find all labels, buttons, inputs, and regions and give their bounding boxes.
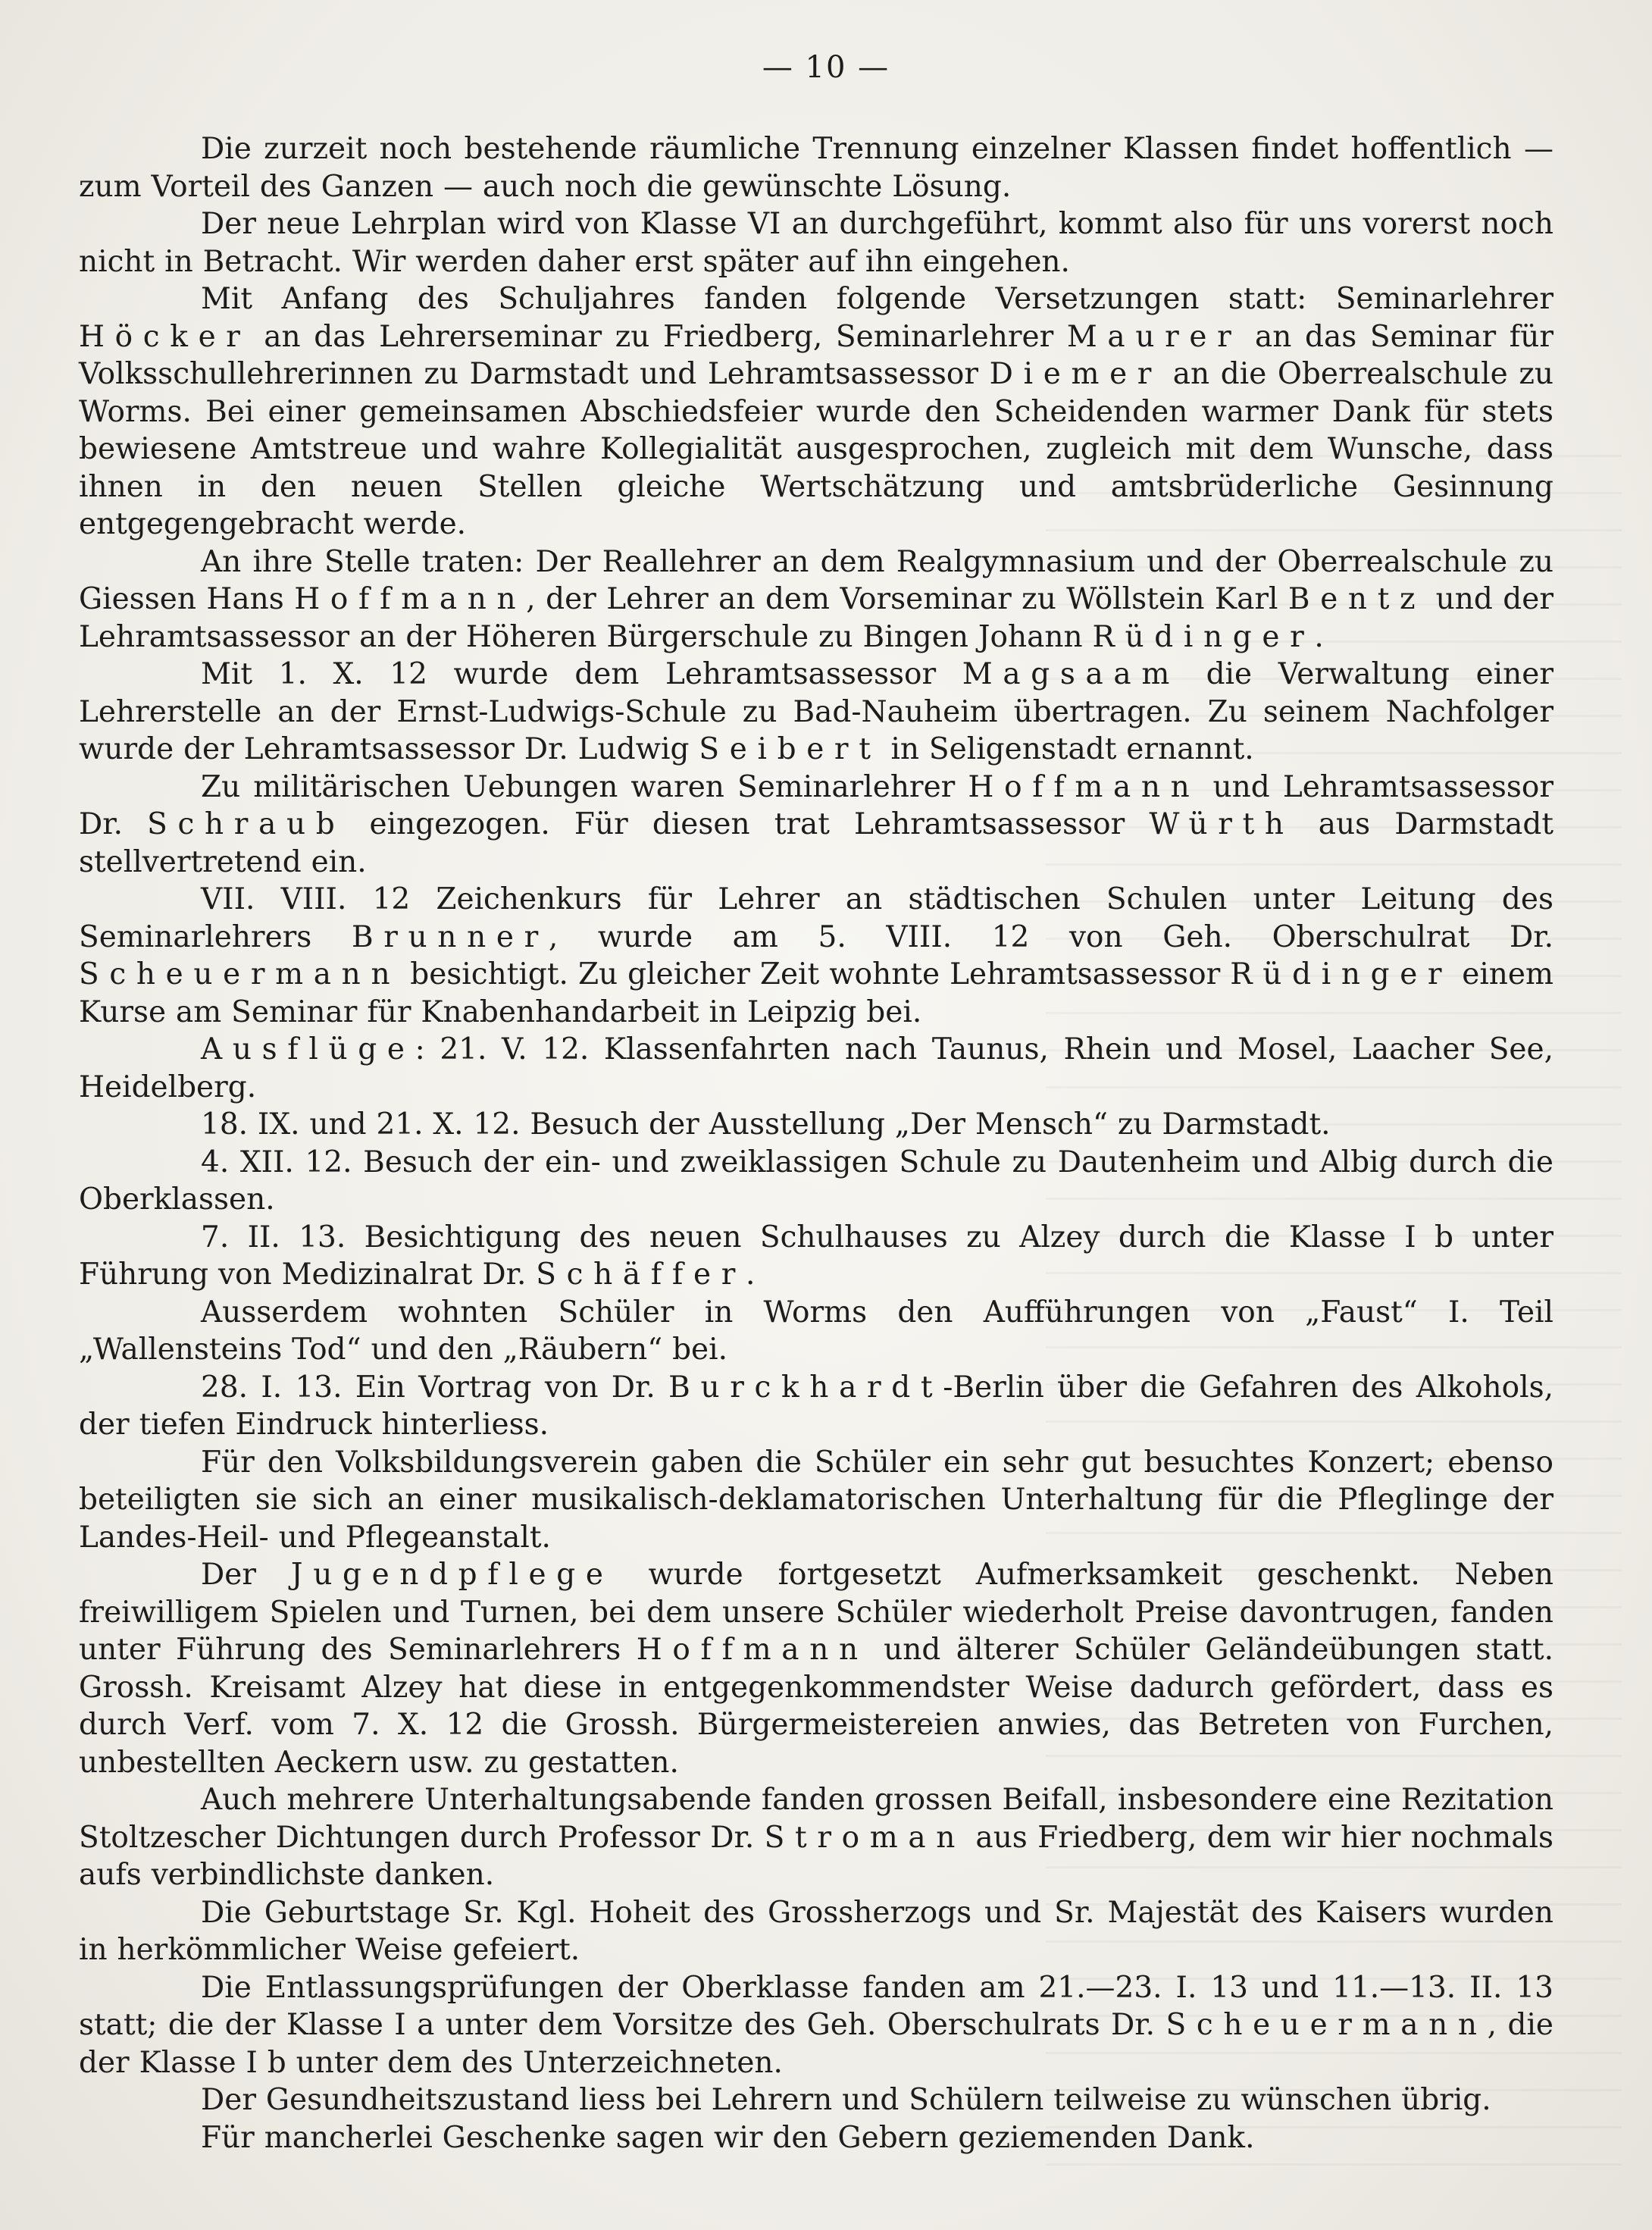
text-run: Die Entlassungsprüfungen der Oberklasse fanden am 21.—23. I. 13 und 11.—13. II. 13 statt; die der Klasse I a unter dem Vorsitze des Geh. Oberschulrats Dr. <box>79 1970 1553 2042</box>
paragraph <box>79 1144 1553 1219</box>
paragraph <box>79 881 1553 1031</box>
spaced-name: Ausflüge <box>201 1032 415 1066</box>
paragraph <box>79 1369 1553 1444</box>
paragraph <box>79 2081 1553 2119</box>
text-run: 18. IX. und 21. X. 12. Besuch der Ausstellung „Der Mensch“ zu Darmstadt. <box>201 1107 1331 1142</box>
spaced-name: Stroman <box>764 1820 966 1855</box>
spaced-name: Maurer <box>1066 319 1242 354</box>
text-run: 4. XII. 12. Besuch der ein- und zweiklassigen Schule zu Dautenheim und Albig durch die Oberklassen. <box>79 1145 1553 1217</box>
text-run: : 21. V. 12. Klassenfahrten nach Taunus, Rhein und Mosel, Laacher See, Heidelberg. <box>79 1032 1553 1104</box>
spaced-name: Jugendpflege <box>290 1558 614 1592</box>
text-run: Der neue Lehrplan wird von Klasse VI an durchgeführt, kommt also für uns vorerst noch nicht in Betracht. Wir werden daher erst später auf ihn eingehen. <box>79 207 1553 279</box>
text-run: an die Oberrealschule zu Worms. Bei einer gemeinsamen Abschiedsfeier wurde den Scheidenden warmer Dank für stets bewiesene Amtstreue und wahre Kollegialität ausgesprochen, zugleich mit dem Wunsche, dass ihnen in den neuen Stellen gleiche Wertschätzung und amtsbrüderliche Gesinnung entgegengebracht werde. <box>79 357 1553 541</box>
text-run: , der Lehrer an dem Vorseminar zu Wöllstein Karl <box>526 582 1288 616</box>
paragraph <box>79 1219 1553 1294</box>
text-run: Der Gesundheitszustand liess bei Lehrern und Schülern teilweise zu wünschen übrig. <box>201 2083 1491 2117</box>
spaced-name: Scheuermann <box>1165 2008 1488 2042</box>
paragraph <box>79 130 1553 205</box>
text-run: Für den Volksbildungsverein gaben die Schüler ein sehr gut besuchtes Konzert; ebenso beteiligten sie sich an einer musikalisch-deklamatorischen Unterhaltung für die Pfleglinge der Landes-Heil- und Pflegeanstalt. <box>79 1445 1553 1555</box>
spaced-name: Hoffmann <box>294 582 527 616</box>
text-run: Mit Anfang des Schuljahres fanden folgende Versetzungen statt: Seminarlehrer <box>201 282 1553 316</box>
paragraph <box>79 280 1553 543</box>
spaced-name: Rüdinger <box>1092 619 1315 654</box>
paragraph <box>79 769 1553 882</box>
text-run: Mit 1. X. 12 wurde dem Lehramtsassessor <box>201 657 962 691</box>
text-run: einem Kurse am Seminar für Knabenhandarbeit in Leipzig bei. <box>79 957 1553 1029</box>
text-run: An ihre Stelle traten: Der Reallehrer an dem Realgymnasium und der Oberrealschule zu Giessen Hans <box>79 544 1553 616</box>
paragraph <box>79 1781 1553 1894</box>
text-run: Der <box>201 1558 291 1592</box>
text-run: eingezogen. Für diesen trat Lehramtsassessor <box>345 807 1150 841</box>
spaced-name: Magsaam <box>962 657 1180 691</box>
page-number: — 10 — <box>762 50 890 85</box>
text-run: , wurde am 5. VIII. 12 von Geh. Oberschulrat Dr. <box>548 919 1554 954</box>
spaced-name: Schäffer <box>536 1258 746 1292</box>
spaced-name: Würth <box>1149 807 1294 841</box>
paragraph <box>79 1031 1553 1106</box>
text-run: Zu militärischen Uebungen waren Seminarlehrer <box>201 769 968 804</box>
paragraph <box>79 2119 1553 2157</box>
text-run: aus Darmstadt stellvertretend ein. <box>79 807 1554 879</box>
text-run: Die Geburtstage Sr. Kgl. Hoheit des Grossherzogs und Sr. Majestät des Kaisers wurden in herkömmlicher Weise gefeiert. <box>79 1895 1553 1967</box>
text-run: -Berlin über die Gefahren des Alkohols, der tiefen Eindruck hinterliess. <box>79 1370 1553 1442</box>
paragraph <box>79 1969 1553 2082</box>
spaced-name: Scheuermann <box>79 957 401 991</box>
text-run: Ausserdem wohnten Schüler in Worms den Aufführungen von „Faust“ I. Teil „Wallensteins Tod“ und den „Räubern“ bei. <box>79 1295 1553 1367</box>
text-run: Für mancherlei Geschenke sagen wir den Gebern geziemenden Dank. <box>201 2120 1255 2155</box>
spaced-name: Hoffmann <box>968 769 1200 804</box>
spaced-name: Diemer <box>989 357 1162 391</box>
text-run: besichtigt. Zu gleicher Zeit wohnte Lehramtsassessor <box>400 957 1231 991</box>
text-run: VII. VIII. 12 Zeichenkurs für Lehrer an städtischen Schulen unter Leitung des Seminarlehrers <box>79 882 1553 954</box>
paragraph <box>79 1106 1553 1144</box>
text-run: an das Seminar für Volksschullehrerinnen zu Darmstadt und Lehramtsassessor <box>79 319 1553 391</box>
paragraph <box>79 1556 1553 1781</box>
text-run: Die zurzeit noch bestehende räumliche Trennung einzelner Klassen findet hoffentlich — zum Vorteil des Ganzen — auch noch die gewünschte Lösung. <box>79 132 1553 204</box>
text-run: 28. I. 13. Ein Vortrag von Dr. <box>201 1370 669 1405</box>
text-run: wurde fortgesetzt Aufmerksamkeit geschenkt. Neben freiwilligem Spielen und Turnen, bei dem unsere Schüler wiederholt Preise davontrugen, fanden unter Führung des Seminarlehrers <box>79 1558 1554 1667</box>
text-run: und Lehramtsassessor Dr. <box>79 769 1553 841</box>
spaced-name: Hoffmann <box>636 1633 868 1667</box>
paragraph <box>79 1294 1553 1369</box>
text-run: und älterer Schüler Geländeübungen statt. Grossh. Kreisamt Alzey hat diese in entgegenkommendster Weise dadurch gefördert, dass es durch Verf. vom 7. X. 12 die Grossh. Bürgermeistereien anwies, das Betreten von Furchen, unbestellten Aeckern usw. zu gestatten. <box>79 1633 1553 1780</box>
spaced-name: Seibert <box>699 732 881 766</box>
text-run: Auch mehrere Unterhaltungsabende fanden grossen Beifall, insbesondere eine Rezitation Stoltzescher Dichtungen durch Professor Dr. <box>79 1783 1553 1855</box>
paragraph <box>79 543 1553 656</box>
spaced-name: Höcker <box>79 319 251 354</box>
spaced-name: Rüdinger <box>1230 957 1453 991</box>
paragraph <box>79 1894 1553 1969</box>
body-text <box>79 130 1553 2156</box>
text-run: an das Lehrerseminar zu Friedberg, Seminarlehrer <box>250 319 1067 354</box>
paragraph <box>79 1444 1553 1557</box>
paragraph <box>79 205 1553 280</box>
paragraph <box>79 656 1553 769</box>
text-run: , die der Klasse I b unter dem des Unterzeichneten. <box>79 2008 1554 2080</box>
spaced-name: Brunner <box>351 919 549 954</box>
spaced-name: Burckhardt <box>668 1370 943 1405</box>
spaced-name: Bentz <box>1287 582 1426 616</box>
text-run: 7. II. 13. Besichtigung des neuen Schulhauses zu Alzey durch die Klasse I b unter Führung von Medizinalrat Dr. <box>79 1220 1553 1292</box>
text-run: in Seligenstadt ernannt. <box>881 732 1254 766</box>
text-run: . <box>746 1258 756 1292</box>
spaced-name: Schraub <box>147 807 346 841</box>
text-run: . <box>1314 619 1324 654</box>
text-run: die Verwaltung einer Lehrerstelle an der Ernst-Ludwigs-Schule zu Bad-Nauheim übertragen. Zu seinem Nachfolger wurde der Lehramtsassessor Dr. Ludwig <box>79 657 1553 766</box>
text-run: und der Lehramtsassessor an der Höheren Bürgerschule zu Bingen Johann <box>79 582 1554 654</box>
text-run: aus Friedberg, dem wir hier nochmals aufs verbindlichste danken. <box>79 1820 1554 1892</box>
